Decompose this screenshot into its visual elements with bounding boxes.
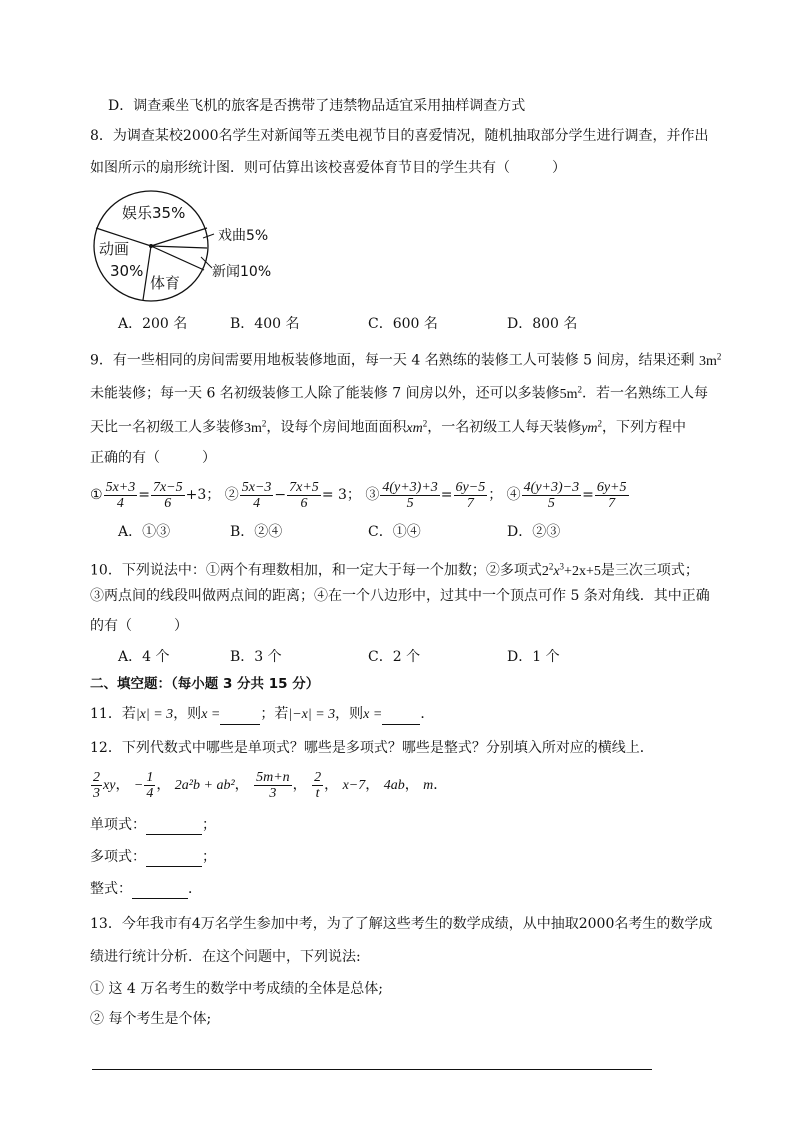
q9-area-5m2: $5m^2$ [559, 384, 583, 402]
label-animation-1: 动画 [99, 240, 130, 258]
q10-line1: 10．下列说法中：①两个有理数相加，和一定大于每一个加数；②多项式$2^2x^3+2x+5$是三次三项式； [90, 561, 699, 579]
q9-line2-text-a: 未能装修；每一天 6 名初级装修工人除了能装修 7 间房以外，还可以多装修 [90, 385, 560, 402]
expr-7: 4ab [383, 778, 405, 793]
expr-3: 2a²b + ab² [174, 778, 235, 793]
q9-area-3m2-b: $3m^2$ [244, 418, 267, 436]
label-opera: 戏曲5% [218, 228, 269, 244]
q9-line1 [90, 346, 721, 372]
q11-blank-2[interactable] [382, 710, 420, 725]
pie-center [149, 244, 153, 248]
q9-var-x: $xm^2$ [406, 418, 428, 436]
expr-2-sign: − [133, 778, 144, 793]
q8-stem-line1: 8．为调查某校2000名学生对新闻等五类电视节目的喜爱情况，随机抽取部分学生进行调查，并作出 [90, 128, 709, 144]
q13-item1: ① 这 4 万名考生的数学中考成绩的全体是总体; [90, 981, 383, 997]
pie-divider-opera-news [151, 246, 207, 248]
section2-title: 二、填空题：（每小题 3 分共 15 分） [90, 676, 320, 692]
q8-option-b: B．400 名 [230, 316, 300, 332]
monomial-blank[interactable] [146, 820, 202, 835]
integral-blank[interactable] [132, 884, 188, 899]
q13-line2: 绩进行统计分析．在这个问题中，下列说法: [90, 949, 361, 965]
q9-line1-text: 9．有一些相同的房间需要用地板装修地面，每一天 4 名熟练的装修工人可装修 5 间房，结果还剩 [90, 352, 695, 369]
q12-monomial-row: 单项式： ； [90, 817, 216, 833]
q8-option-a: A．200 名 [118, 316, 188, 332]
q13-item2: ② 每个考生是个体; [90, 1011, 212, 1027]
expr-1: $\frac{2}{3}$ [93, 769, 100, 801]
q10-option-d: D．1 个 [507, 649, 560, 665]
q12-stem: 12．下列代数式中哪些是单项式？哪些是多项式？哪些是整式？分别填入所对应的横线上． [90, 740, 654, 756]
expr-8: m [423, 778, 434, 793]
expr-6: x−7 [342, 778, 366, 793]
q9-line3-text-e: ，一名初级工人每天装修 [427, 419, 582, 436]
eq4: ④ $\frac{4(y+3)-3}{5}$ = $\frac{6y+5}{7}$ [506, 479, 627, 511]
q10-option-c: C．2 个 [368, 649, 421, 665]
q9-line3-text-g: ，下列方程中 [602, 419, 687, 436]
q9-option-a: A．①③ [118, 524, 171, 540]
expr-5: $\frac{2}{t}$ [314, 769, 322, 801]
q10-option-a: A．4 个 [118, 649, 170, 665]
q11: 11．若|x| = 3，则x = ；若|−x| = 3，则x = ． [90, 704, 434, 725]
expr-2: $\frac{1}{4}$ [146, 769, 154, 801]
q8-option-c: C．600 名 [368, 316, 438, 332]
eq1: ① $\frac{5x+3}{4}$ = $\frac{7x-5}{6}$ +3； [90, 479, 221, 511]
q13-line1: 13．今年我市有4万名学生参加中考，为了了解这些考生的数学成绩，从中抽取2000名考生的数学成 [90, 916, 713, 932]
q10-option-b: B．3 个 [230, 649, 282, 665]
pie-divider-news-sports [151, 246, 204, 270]
expr-4: $\frac{5m+n}{3}$ [256, 769, 290, 801]
polynomial-blank[interactable] [146, 852, 202, 867]
label-entertainment: 娱乐35% [122, 204, 186, 222]
q9-var-y: $ym^2$ [581, 418, 603, 436]
q9-line2-text-c: ．若一名熟练工人每 [582, 385, 709, 402]
q9-line2 [90, 379, 708, 405]
opera-leader [203, 234, 214, 238]
label-animation-2: 30% [110, 262, 144, 280]
q12-polynomial-row: 多项式： ； [90, 849, 216, 865]
q10-line2: ③两点间的线段叫做两点间的距离；④在一个八边形中，过其中一个顶点可作 5 条对角线．其中正确 [90, 588, 710, 604]
q9-area-3m2: $3m^2$ [698, 351, 722, 369]
q9-option-b: B．②④ [230, 524, 283, 540]
label-news: 新闻10% [212, 264, 272, 280]
q9-line3 [90, 413, 686, 439]
q9-line3-text-a: 天比一名初级工人多装修 [90, 419, 244, 436]
q12-expressions: $\frac{2}{3}$ xy， − $\frac{1}{4}$ ， 2a²b + ab²， $\frac{5m+n}{3}$ ， $\frac{2}{t}$ ， x−7， 4ab， m． [93, 769, 448, 801]
q8-option-d: D．800 名 [507, 316, 578, 332]
q12-integral-row: 整式： ． [90, 881, 202, 897]
q9-option-d: D．②③ [507, 524, 561, 540]
q10-line3: 的有（ ） [90, 618, 188, 634]
q7-option-d: D．调查乘坐飞机的旅客是否携带了违禁物品适宜采用抽样调查方式 [108, 98, 526, 114]
label-sports: 体育 [150, 274, 181, 292]
q9-line3-text-c: ，设每个房间地面面积 [266, 419, 407, 436]
eq3: ③ $\frac{4(y+3)+3}{5}$ = $\frac{6y-5}{7}$ ； [365, 479, 503, 511]
q11-blank-1[interactable] [220, 710, 260, 725]
eq2: ② $\frac{5x-3}{4}$ − $\frac{7x+5}{6}$ = 3； [224, 479, 361, 511]
pie-chart [90, 190, 290, 310]
q9-line4: 正确的有（ ） [90, 450, 216, 466]
q8-stem-line2: 如图所示的扇形统计图．则可估算出该校喜爱体育节目的学生共有（ ） [90, 160, 566, 176]
q9-option-c: C．①④ [368, 524, 421, 540]
q9-equations [90, 478, 630, 512]
footer-rule [92, 1069, 652, 1070]
pie-divider-top [151, 228, 207, 246]
